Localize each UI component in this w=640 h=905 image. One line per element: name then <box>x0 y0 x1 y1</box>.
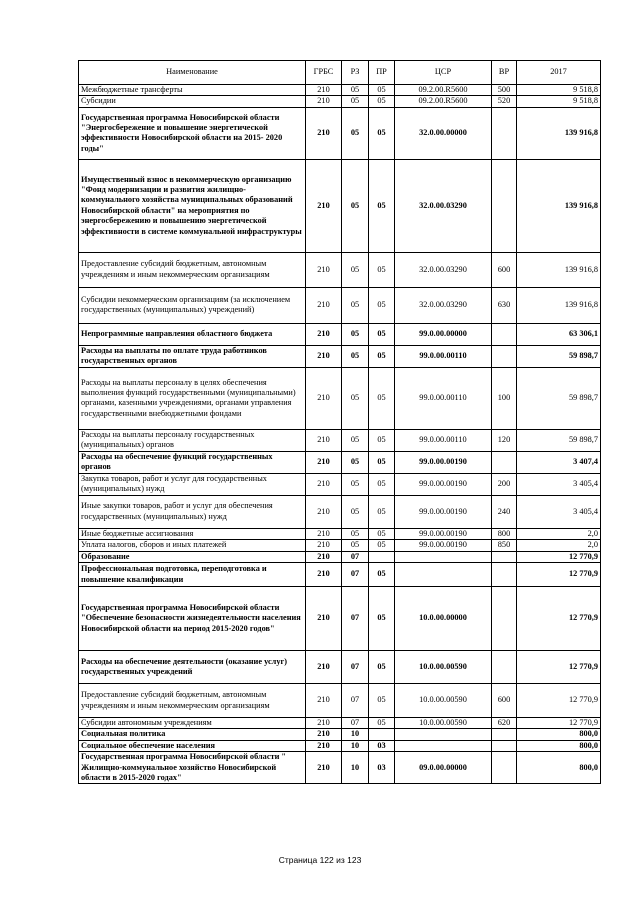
cell-csr: 99.0.00.00190 <box>395 473 492 495</box>
cell-vr <box>492 587 517 651</box>
cell-vr: 800 <box>492 528 517 539</box>
cell-name: Субсидии <box>79 96 306 107</box>
cell-csr: 10.0.00.00590 <box>395 651 492 684</box>
cell-name: Государственная программа Новосибирской области " Жилищно-коммунальное хозяйство Новосибирской области в 2015-2020 годах" <box>79 752 306 784</box>
header-vr: ВР <box>492 61 517 85</box>
table-row <box>79 540 601 551</box>
cell-csr: 99.0.00.00000 <box>395 323 492 345</box>
cell-grbs: 210 <box>306 551 342 562</box>
cell-grbs: 210 <box>306 323 342 345</box>
cell-rz: 10 <box>342 752 369 784</box>
cell-pr: 05 <box>369 684 395 718</box>
cell-name: Субсидии автономным учреждениям <box>79 718 306 729</box>
cell-vr: 120 <box>492 429 517 451</box>
cell-csr: 10.0.00.00590 <box>395 718 492 729</box>
cell-vr <box>492 451 517 473</box>
cell-name: Расходы на обеспечение деятельности (оказание услуг) государственных учреждений <box>79 651 306 684</box>
cell-rz: 07 <box>342 684 369 718</box>
cell-vr: 240 <box>492 495 517 528</box>
cell-rz: 05 <box>342 107 369 159</box>
cell-rz: 05 <box>342 323 369 345</box>
cell-name: Профессиональная подготовка, переподготовка и повышение квалификации <box>79 563 306 587</box>
cell-amount: 12 770,9 <box>517 551 601 562</box>
cell-pr: 05 <box>369 287 395 323</box>
table-row <box>79 287 601 323</box>
cell-csr: 10.0.00.00000 <box>395 587 492 651</box>
header-grbs: ГРБС <box>306 61 342 85</box>
cell-name: Имущественный взнос в некоммерческую организацию "Фонд модернизации и развития жилищно-коммунального хозяйства муниципальных образований Новосибирской области" на мероприятия по энергосбережению и повышению энергетической эффективности в системе коммунальной инфраструктуры <box>79 159 306 252</box>
cell-vr <box>492 752 517 784</box>
cell-rz: 05 <box>342 429 369 451</box>
table-row <box>79 684 601 718</box>
table-row <box>79 451 601 473</box>
cell-pr: 05 <box>369 96 395 107</box>
cell-grbs: 210 <box>306 729 342 740</box>
table-row <box>79 85 601 96</box>
cell-grbs: 210 <box>306 345 342 367</box>
cell-name: Расходы на выплаты персоналу государственных (муниципальных) органов <box>79 429 306 451</box>
cell-csr: 99.0.00.00190 <box>395 451 492 473</box>
budget-table <box>78 60 601 784</box>
header-year: 2017 <box>517 61 601 85</box>
cell-csr: 32.0.00.00000 <box>395 107 492 159</box>
cell-rz: 05 <box>342 96 369 107</box>
cell-amount: 12 770,9 <box>517 718 601 729</box>
cell-grbs: 210 <box>306 651 342 684</box>
cell-vr: 100 <box>492 367 517 429</box>
cell-pr: 05 <box>369 85 395 96</box>
cell-rz: 05 <box>342 367 369 429</box>
cell-vr: 600 <box>492 252 517 287</box>
cell-name: Расходы на выплаты по оплате труда работников государственных органов <box>79 345 306 367</box>
cell-csr: 09.2.00.R5600 <box>395 96 492 107</box>
cell-amount: 800,0 <box>517 729 601 740</box>
cell-amount: 2,0 <box>517 528 601 539</box>
cell-rz: 10 <box>342 740 369 751</box>
cell-grbs: 210 <box>306 563 342 587</box>
cell-vr <box>492 740 517 751</box>
table-row <box>79 473 601 495</box>
cell-rz: 05 <box>342 85 369 96</box>
cell-rz: 10 <box>342 729 369 740</box>
cell-vr: 600 <box>492 684 517 718</box>
cell-grbs: 210 <box>306 367 342 429</box>
cell-rz: 05 <box>342 252 369 287</box>
cell-vr: 500 <box>492 85 517 96</box>
cell-amount: 3 407,4 <box>517 451 601 473</box>
cell-pr: 05 <box>369 651 395 684</box>
cell-vr <box>492 563 517 587</box>
cell-vr <box>492 551 517 562</box>
cell-pr <box>369 729 395 740</box>
cell-name: Социальная политика <box>79 729 306 740</box>
cell-grbs: 210 <box>306 429 342 451</box>
cell-name: Межбюджетные трансферты <box>79 85 306 96</box>
cell-amount: 12 770,9 <box>517 563 601 587</box>
table-row <box>79 752 601 784</box>
table-row <box>79 740 601 751</box>
header-csr: ЦСР <box>395 61 492 85</box>
table-row <box>79 345 601 367</box>
cell-pr: 05 <box>369 473 395 495</box>
cell-vr <box>492 729 517 740</box>
cell-csr: 99.0.00.00190 <box>395 528 492 539</box>
cell-name: Иные закупки товаров, работ и услуг для обеспечения государственных (муниципальных) нужд <box>79 495 306 528</box>
table-row <box>79 528 601 539</box>
cell-csr <box>395 729 492 740</box>
cell-pr <box>369 551 395 562</box>
table-row <box>79 563 601 587</box>
cell-name: Государственная программа Новосибирской области "Энергосбережение и повышение энергетической эффективности Новосибирской области на 2015- 2020 годы" <box>79 107 306 159</box>
cell-grbs: 210 <box>306 287 342 323</box>
cell-vr <box>492 323 517 345</box>
cell-vr <box>492 651 517 684</box>
cell-vr <box>492 159 517 252</box>
cell-amount: 800,0 <box>517 740 601 751</box>
cell-amount: 9 518,8 <box>517 96 601 107</box>
cell-csr: 32.0.00.03290 <box>395 252 492 287</box>
cell-name: Предоставление субсидий бюджетным, автономным учреждениям и иным некоммерческим организациям <box>79 684 306 718</box>
cell-grbs: 210 <box>306 587 342 651</box>
cell-rz: 07 <box>342 718 369 729</box>
cell-grbs: 210 <box>306 740 342 751</box>
table-row <box>79 651 601 684</box>
cell-pr: 05 <box>369 107 395 159</box>
cell-grbs: 210 <box>306 252 342 287</box>
cell-vr: 630 <box>492 287 517 323</box>
cell-rz: 05 <box>342 528 369 539</box>
cell-rz: 05 <box>342 495 369 528</box>
table-row <box>79 718 601 729</box>
cell-grbs: 210 <box>306 159 342 252</box>
cell-amount: 9 518,8 <box>517 85 601 96</box>
page-number: Страница 122 из 123 <box>278 855 362 865</box>
cell-pr: 05 <box>369 587 395 651</box>
cell-name: Предоставление субсидий бюджетным, автономным учреждениям и иным некоммерческим организациям <box>79 252 306 287</box>
cell-grbs: 210 <box>306 528 342 539</box>
cell-rz: 07 <box>342 563 369 587</box>
cell-vr <box>492 107 517 159</box>
cell-amount: 12 770,9 <box>517 684 601 718</box>
cell-pr: 05 <box>369 159 395 252</box>
cell-csr: 99.0.00.00110 <box>395 429 492 451</box>
cell-name: Образование <box>79 551 306 562</box>
table-row <box>79 252 601 287</box>
cell-name: Расходы на выплаты персоналу в целях обеспечения выполнения функций государственными (муниципальными) органами, казенными учреждениями, органами управления государственными внебюджетными фондами <box>79 367 306 429</box>
cell-name: Закупка товаров, работ и услуг для государственных (муниципальных) нужд <box>79 473 306 495</box>
cell-amount: 3 405,4 <box>517 473 601 495</box>
table-header-row <box>79 61 601 85</box>
cell-amount: 3 405,4 <box>517 495 601 528</box>
cell-pr: 05 <box>369 451 395 473</box>
cell-csr: 99.0.00.00190 <box>395 540 492 551</box>
cell-amount: 12 770,9 <box>517 651 601 684</box>
cell-grbs: 210 <box>306 752 342 784</box>
cell-csr: 32.0.00.03290 <box>395 287 492 323</box>
table-row <box>79 429 601 451</box>
cell-vr: 850 <box>492 540 517 551</box>
cell-grbs: 210 <box>306 718 342 729</box>
cell-rz: 05 <box>342 451 369 473</box>
table-row <box>79 729 601 740</box>
cell-amount: 139 916,8 <box>517 159 601 252</box>
cell-name: Социальное обеспечение населения <box>79 740 306 751</box>
table-row <box>79 96 601 107</box>
cell-amount: 59 898,7 <box>517 345 601 367</box>
cell-rz: 07 <box>342 551 369 562</box>
cell-rz: 07 <box>342 651 369 684</box>
cell-amount: 800,0 <box>517 752 601 784</box>
header-rz: РЗ <box>342 61 369 85</box>
cell-vr: 200 <box>492 473 517 495</box>
cell-pr: 05 <box>369 495 395 528</box>
cell-amount: 59 898,7 <box>517 429 601 451</box>
cell-name: Государственная программа Новосибирской области "Обеспечение безопасности жизнедеятельности населения Новосибирской области на период 2015-2020 годов" <box>79 587 306 651</box>
cell-grbs: 210 <box>306 495 342 528</box>
cell-pr: 05 <box>369 429 395 451</box>
cell-grbs: 210 <box>306 540 342 551</box>
cell-rz: 07 <box>342 587 369 651</box>
cell-grbs: 210 <box>306 85 342 96</box>
cell-rz: 05 <box>342 540 369 551</box>
cell-csr <box>395 740 492 751</box>
header-name: Наименование <box>79 61 306 85</box>
table-row <box>79 107 601 159</box>
table-row <box>79 159 601 252</box>
cell-pr: 05 <box>369 563 395 587</box>
cell-pr: 05 <box>369 718 395 729</box>
cell-pr: 05 <box>369 345 395 367</box>
cell-csr: 09.0.00.00000 <box>395 752 492 784</box>
table-row <box>79 323 601 345</box>
cell-grbs: 210 <box>306 96 342 107</box>
cell-name: Субсидии некоммерческим организациям (за исключением государственных (муниципальных) учреждений) <box>79 287 306 323</box>
cell-pr: 03 <box>369 740 395 751</box>
cell-csr <box>395 563 492 587</box>
cell-amount: 139 916,8 <box>517 252 601 287</box>
cell-csr: 99.0.00.00110 <box>395 367 492 429</box>
cell-csr: 99.0.00.00110 <box>395 345 492 367</box>
table-row <box>79 587 601 651</box>
table-row <box>79 551 601 562</box>
cell-vr <box>492 345 517 367</box>
cell-rz: 05 <box>342 345 369 367</box>
cell-amount: 2,0 <box>517 540 601 551</box>
cell-csr <box>395 551 492 562</box>
cell-grbs: 210 <box>306 473 342 495</box>
cell-grbs: 210 <box>306 451 342 473</box>
cell-rz: 05 <box>342 473 369 495</box>
cell-grbs: 210 <box>306 107 342 159</box>
cell-vr: 520 <box>492 96 517 107</box>
cell-name: Иные бюджетные ассигнования <box>79 528 306 539</box>
cell-amount: 63 306,1 <box>517 323 601 345</box>
cell-csr: 10.0.00.00590 <box>395 684 492 718</box>
cell-name: Расходы на обеспечение функций государственных органов <box>79 451 306 473</box>
header-pr: ПР <box>369 61 395 85</box>
cell-amount: 139 916,8 <box>517 107 601 159</box>
cell-pr: 05 <box>369 528 395 539</box>
cell-csr: 99.0.00.00190 <box>395 495 492 528</box>
cell-pr: 05 <box>369 252 395 287</box>
cell-pr: 05 <box>369 540 395 551</box>
table-row <box>79 367 601 429</box>
cell-csr: 09.2.00.R5600 <box>395 85 492 96</box>
cell-vr: 620 <box>492 718 517 729</box>
cell-amount: 12 770,9 <box>517 587 601 651</box>
cell-amount: 139 916,8 <box>517 287 601 323</box>
cell-pr: 05 <box>369 323 395 345</box>
cell-pr: 05 <box>369 367 395 429</box>
cell-name: Уплата налогов, сборов и иных платежей <box>79 540 306 551</box>
cell-rz: 05 <box>342 287 369 323</box>
cell-pr: 03 <box>369 752 395 784</box>
cell-grbs: 210 <box>306 684 342 718</box>
cell-csr: 32.0.00.03290 <box>395 159 492 252</box>
cell-name: Непрограммные направления областного бюджета <box>79 323 306 345</box>
table-row <box>79 495 601 528</box>
cell-amount: 59 898,7 <box>517 367 601 429</box>
cell-rz: 05 <box>342 159 369 252</box>
